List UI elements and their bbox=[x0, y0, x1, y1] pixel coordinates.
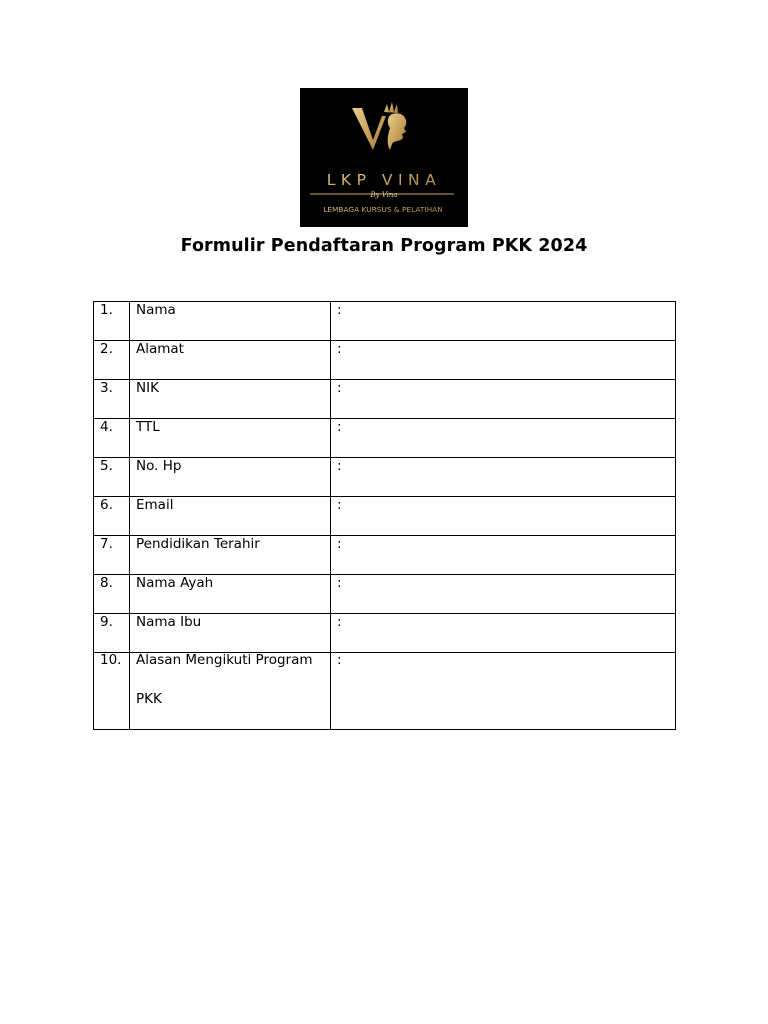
field-label bbox=[130, 497, 331, 536]
row-number-text: 3. bbox=[100, 380, 113, 396]
field-value-cell[interactable] bbox=[331, 458, 676, 497]
field-label-text: Alasan Mengikuti Program PKK bbox=[136, 652, 313, 707]
row-number-text: 10. bbox=[100, 652, 122, 668]
table-row bbox=[94, 536, 676, 575]
field-label bbox=[130, 458, 331, 497]
field-value-cell[interactable] bbox=[331, 341, 676, 380]
field-label bbox=[130, 302, 331, 341]
row-number-text: 1. bbox=[100, 302, 113, 318]
field-label-text: Email bbox=[136, 497, 174, 513]
registration-form-table bbox=[93, 301, 676, 730]
field-value-cell[interactable] bbox=[331, 302, 676, 341]
field-label-text: TTL bbox=[136, 419, 160, 435]
field-value-cell[interactable] bbox=[331, 653, 676, 730]
field-label bbox=[130, 653, 331, 730]
field-value-cell-text: : bbox=[337, 419, 342, 435]
field-value-cell-text: : bbox=[337, 575, 342, 591]
table-row bbox=[94, 653, 676, 730]
table-row bbox=[94, 302, 676, 341]
row-number bbox=[94, 380, 130, 419]
row-number bbox=[94, 341, 130, 380]
row-number bbox=[94, 458, 130, 497]
field-label-text: No. Hp bbox=[136, 458, 182, 474]
row-number bbox=[94, 302, 130, 341]
field-label bbox=[130, 380, 331, 419]
field-label bbox=[130, 575, 331, 614]
row-number bbox=[94, 653, 130, 730]
field-label bbox=[130, 419, 331, 458]
table-row bbox=[94, 341, 676, 380]
field-value-cell[interactable] bbox=[331, 419, 676, 458]
row-number-text: 9. bbox=[100, 614, 113, 630]
field-value-cell-text: : bbox=[337, 302, 342, 318]
table-row bbox=[94, 419, 676, 458]
logo-script: By Vina bbox=[370, 191, 398, 199]
row-number-text: 5. bbox=[100, 458, 113, 474]
logo-graphic bbox=[300, 88, 468, 227]
row-number-text: 8. bbox=[100, 575, 113, 591]
field-label-text: Nama Ibu bbox=[136, 614, 202, 630]
row-number-text: 7. bbox=[100, 536, 113, 552]
table-row bbox=[94, 380, 676, 419]
row-number bbox=[94, 497, 130, 536]
field-label bbox=[130, 341, 331, 380]
face-profile-icon bbox=[388, 113, 407, 150]
row-number bbox=[94, 575, 130, 614]
table-row bbox=[94, 497, 676, 536]
monogram-v-icon bbox=[352, 108, 386, 150]
field-label-text: Pendidikan Terahir bbox=[136, 536, 260, 552]
row-number-text: 6. bbox=[100, 497, 113, 513]
field-value-cell-text: : bbox=[337, 652, 342, 668]
field-value-cell-text: : bbox=[337, 458, 342, 474]
field-value-cell-text: : bbox=[337, 614, 342, 630]
lkp-vina-logo bbox=[300, 88, 468, 227]
field-label-text: Nama bbox=[136, 302, 176, 318]
page-title: Formulir Pendaftaran Program PKK 2024 bbox=[180, 236, 588, 256]
field-label-text: NIK bbox=[136, 380, 159, 396]
field-label-text: Nama Ayah bbox=[136, 575, 214, 591]
logo-brand: LKP VINA bbox=[326, 171, 442, 189]
field-value-cell-text: : bbox=[337, 497, 342, 513]
row-number-text: 4. bbox=[100, 419, 113, 435]
field-value-cell[interactable] bbox=[331, 497, 676, 536]
field-value-cell-text: : bbox=[337, 536, 342, 552]
field-value-cell-text: : bbox=[337, 380, 342, 396]
table-row bbox=[94, 575, 676, 614]
field-value-cell[interactable] bbox=[331, 380, 676, 419]
row-number bbox=[94, 419, 130, 458]
table-row bbox=[94, 458, 676, 497]
field-label-text: Alamat bbox=[136, 341, 184, 357]
field-label bbox=[130, 536, 331, 575]
logo-tagline: LEMBAGA KURSUS & PELATIHAN bbox=[323, 205, 443, 214]
row-number bbox=[94, 536, 130, 575]
row-number-text: 2. bbox=[100, 341, 113, 357]
field-value-cell-text: : bbox=[337, 341, 342, 357]
field-value-cell[interactable] bbox=[331, 575, 676, 614]
field-value-cell[interactable] bbox=[331, 536, 676, 575]
crown-icon bbox=[384, 102, 398, 113]
